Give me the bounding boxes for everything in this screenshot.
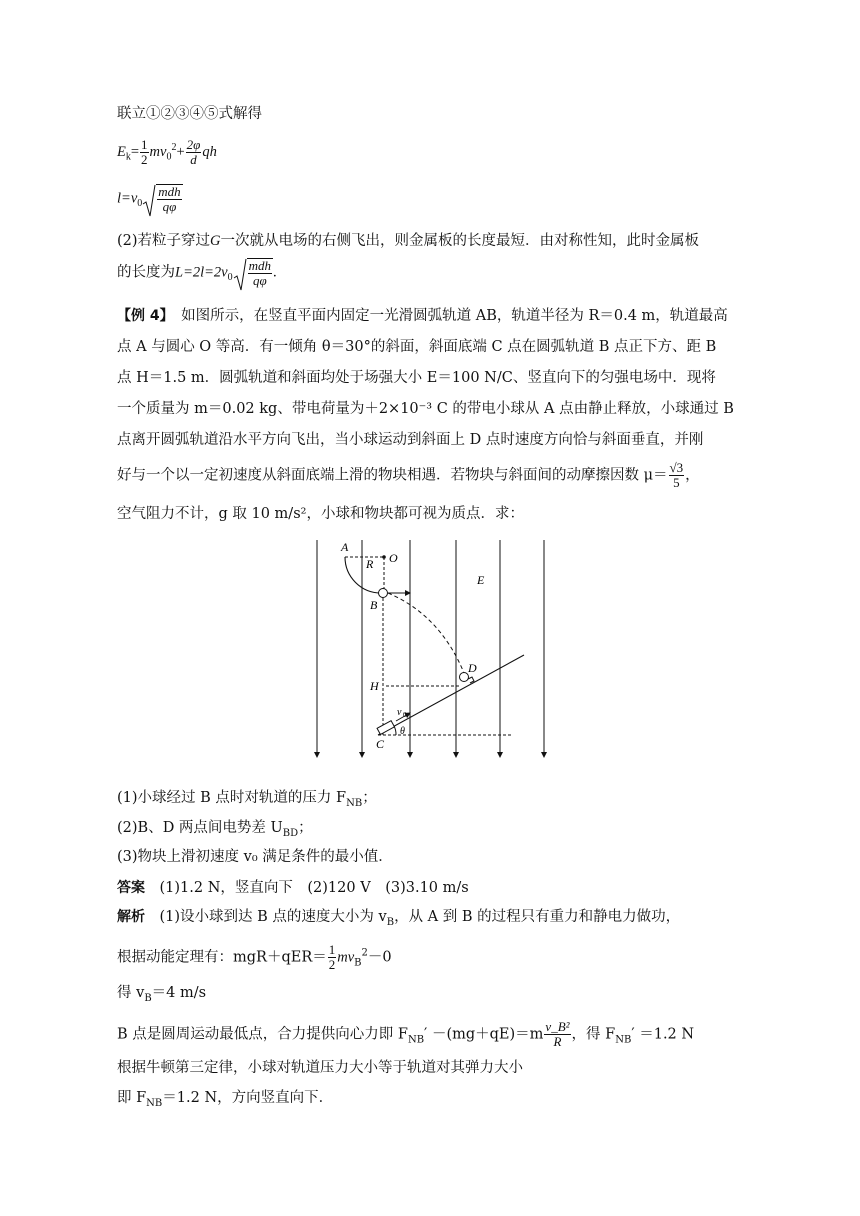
example-line: 空气阻力不计，g 取 10 m/s²，小球和物块都可视为质点．求：	[117, 506, 524, 522]
frac-den: 5	[673, 475, 680, 490]
solution-line: 根据牛顿第三定律，小球对轨道压力大小等于轨道对其弹力大小	[117, 1060, 523, 1076]
comma: ，	[685, 467, 700, 484]
text-line	[117, 337, 716, 357]
label-a: A	[341, 540, 349, 554]
part2-text-a: (2)若粒子穿过	[117, 233, 211, 249]
period: .	[273, 264, 277, 281]
solution-line: ′ ＝1.2 N	[631, 1026, 695, 1043]
minus-zero: －0	[367, 949, 392, 966]
frac-num: 1	[141, 137, 148, 152]
text-line	[117, 818, 313, 838]
label-d: D	[468, 661, 477, 675]
ball-b	[379, 589, 388, 598]
length-formula: L=2l=2v	[175, 264, 228, 281]
example-tag: 【例 4】	[117, 308, 167, 324]
arc-track	[345, 557, 381, 593]
fraction-mu	[669, 461, 685, 490]
question-1: (1)小球经过 B 点时对轨道的压力 F	[117, 790, 347, 806]
solution-line: ，从 A 到 B 的过程只有重力和静电力做功，	[394, 909, 681, 925]
text-line	[117, 943, 392, 972]
v-sub: 0	[137, 198, 143, 210]
example-line: 好与一个以一定初速度从斜面底端上滑的物块相遇．若物块与斜面间的动摩擦因数 μ＝	[117, 467, 668, 484]
frac-den: qφ	[162, 199, 177, 214]
v-sup: 2	[361, 947, 368, 959]
sqrt-expr	[233, 258, 273, 288]
qh-term: qh	[202, 143, 217, 160]
label-v-sub: 0	[403, 711, 407, 719]
solution-line: ＝1.2 N，方向竖直向下．	[162, 1090, 334, 1106]
field-lines	[317, 540, 544, 757]
physics-figure	[300, 535, 560, 770]
part2-text-c: 的长度为	[117, 264, 175, 281]
block	[377, 721, 394, 735]
answer-text: (1)1.2 N，竖直向下 (2)120 V (3)3.10 m/s	[159, 880, 469, 896]
frac-den: R	[553, 1034, 562, 1049]
plus-sign: +	[176, 143, 185, 160]
solution-line: ，得 F	[571, 1026, 616, 1043]
solution-line: ＝4 m/s	[151, 985, 207, 1001]
question-3: (3)物块上滑初速度 v₀ 满足条件的最小值．	[117, 849, 393, 865]
example-line: 点 H＝1.5 m．圆弧轨道和斜面均处于场强大小 E＝100 N/C、竖直向下的匀强电场中．现将	[117, 370, 716, 386]
text-line	[117, 983, 206, 1003]
f-sub: NB	[346, 797, 363, 809]
fraction-half	[140, 138, 149, 167]
sqrt-expr	[142, 184, 182, 214]
l-formula	[117, 184, 183, 214]
frac-num: mdh	[158, 184, 181, 199]
answer-label: 答案	[117, 880, 145, 896]
v-sub: 0	[227, 272, 233, 284]
f-sub: NB	[146, 1097, 163, 1109]
example-line: 一个质量为 m＝0.02 kg、带电荷量为＋2×10⁻³ C 的带电小球从 A 点由静止释放，小球通过 B	[117, 401, 734, 417]
theta-arc	[394, 726, 396, 735]
solution-line: 得 v	[117, 985, 145, 1001]
text-line	[117, 907, 680, 927]
eq-sign: =	[130, 143, 140, 160]
f-sub: NB	[407, 1034, 425, 1046]
frac-num: 1	[328, 942, 336, 957]
fraction-2phi-d	[186, 138, 202, 167]
incline	[378, 655, 524, 735]
text-line	[117, 1058, 523, 1078]
solution-line: 即 F	[117, 1090, 147, 1106]
combine-text: 联立①②③④⑤式解得	[117, 106, 262, 122]
solution-line: (1)设小球到达 B 点的速度大小为 v	[159, 909, 387, 925]
text-line	[117, 504, 524, 524]
text-line	[117, 368, 716, 388]
trajectory	[388, 593, 464, 673]
radical-icon	[233, 258, 247, 292]
example-line: 点 A 与圆心 O 等高．有一倾角 θ＝30°的斜面，斜面底端 C 点在圆弧轨道 B 点正下方、距 B	[117, 339, 717, 355]
v-sub: B	[354, 957, 362, 969]
solution-line: B 点是圆周运动最低点，合力提供向心力即 F	[117, 1026, 408, 1043]
label-o: O	[389, 551, 398, 565]
frac-num: √3	[669, 460, 684, 475]
text-line	[117, 461, 700, 490]
u-sub: BD	[282, 827, 299, 839]
question-1-end: ；	[362, 790, 377, 806]
v-sub: B	[144, 992, 152, 1004]
frac-den: d	[190, 152, 197, 167]
radical-icon	[142, 184, 156, 218]
frac-num: v_B²	[545, 1019, 570, 1034]
frac-den: 2	[141, 152, 148, 167]
fraction-mdh	[248, 259, 272, 288]
frac-num: 2φ	[186, 137, 201, 152]
fraction-vb2-r	[544, 1020, 570, 1049]
text-line	[117, 258, 277, 288]
example-line: 点离开圆弧轨道沿水平方向飞出，当小球运动到斜面上 D 点时速度方向恰与斜面垂直，并刚	[117, 432, 704, 448]
solution-line: ′ －(mg＋qE)＝m	[424, 1026, 544, 1043]
label-e: E	[477, 573, 485, 587]
v-sup: 2	[171, 142, 177, 153]
ek-symbol: E	[117, 143, 126, 160]
text-line	[117, 104, 262, 124]
text-line	[117, 788, 377, 808]
frac-den: 2	[328, 957, 336, 972]
l-symbol: l	[117, 190, 122, 207]
text-line	[117, 1088, 333, 1108]
question-2-end: ；	[298, 820, 313, 836]
fraction-mdh	[157, 185, 181, 214]
label-c: C	[376, 737, 385, 751]
frac-num: mdh	[248, 258, 271, 273]
label-h: H	[370, 679, 379, 693]
text-line	[117, 399, 734, 419]
text-line	[117, 231, 699, 251]
text-line	[117, 430, 703, 450]
label-v: v	[397, 707, 402, 718]
question-2: (2)B、D 两点间电势差 U	[117, 820, 283, 836]
g-symbol: G	[210, 233, 221, 249]
ek-sub: k	[125, 151, 131, 163]
solution-line: 根据动能定理有：mgR＋qER＝	[117, 949, 327, 966]
text-line	[117, 878, 469, 898]
label-b: B	[370, 598, 378, 612]
text-line	[117, 1020, 694, 1049]
mv-term: mv	[149, 143, 167, 160]
text-line	[117, 306, 728, 326]
text-line	[117, 847, 393, 867]
label-r: R	[366, 557, 374, 571]
f-sub: NB	[615, 1034, 632, 1046]
v-sub: B	[386, 916, 395, 928]
v-sub: 0	[166, 151, 172, 163]
fraction-half	[328, 943, 337, 972]
mv-term: mv	[337, 949, 355, 966]
example-line: 如图所示，在竖直平面内固定一光滑圆弧轨道 AB，轨道半径为 R＝0.4 m，轨道最高	[181, 308, 728, 324]
eq-v: =v	[121, 190, 138, 207]
label-theta: θ	[400, 726, 405, 737]
center-point	[382, 555, 386, 559]
frac-den: qφ	[252, 273, 267, 288]
part2-text-b: 一次就从电场的右侧飞出，则金属板的长度最短．由对称性知，此时金属板	[220, 233, 700, 249]
ek-formula	[117, 138, 217, 167]
solution-label: 解析	[117, 909, 145, 925]
